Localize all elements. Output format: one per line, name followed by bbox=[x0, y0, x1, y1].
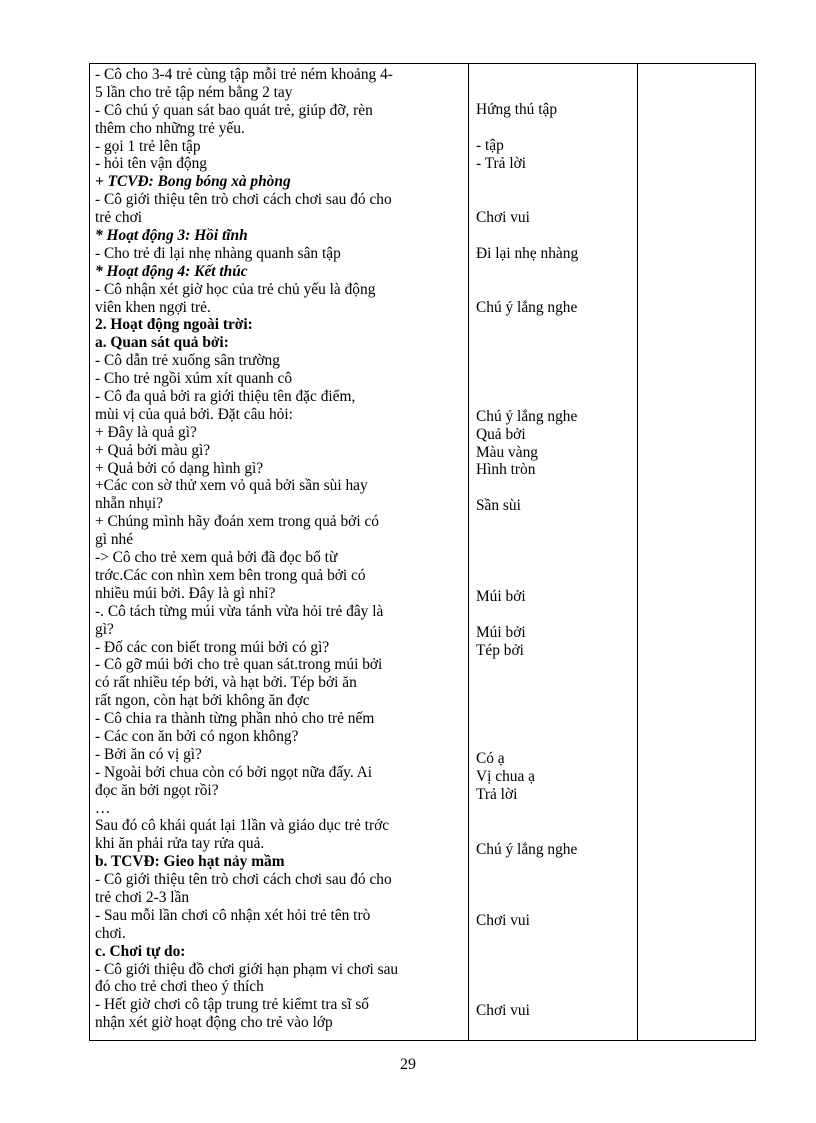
response-text: Hứng thú tập bbox=[476, 101, 558, 118]
activity-line: - Cô chú ý quan sát bao quát trẻ, giúp đỡ, rèn bbox=[95, 101, 373, 119]
response-text: - tập bbox=[476, 137, 504, 154]
column-divider-1 bbox=[468, 64, 469, 1040]
activity-line: trẻ chơi 2-3 lần bbox=[95, 888, 190, 906]
response-text: Trả lời bbox=[476, 786, 518, 803]
response-text: Tép bởi bbox=[476, 642, 524, 659]
activity-line: - Hết giờ chơi cô tập trung trẻ kiểmt tra sĩ số bbox=[95, 996, 370, 1014]
activity-line: Sau đó cô khái quát lại 1lần và giáo dục trẻ trớc bbox=[95, 817, 390, 835]
response-text: Hình tròn bbox=[476, 461, 536, 478]
activity-line: +Các con sờ thử xem vỏ quả bởi sần sùi hay bbox=[95, 477, 368, 495]
activity-line: trẻ chơi bbox=[95, 209, 143, 227]
response-text: Vị chua ạ bbox=[476, 768, 535, 785]
response-text: Chơi vui bbox=[476, 1002, 530, 1019]
activity-line: - Cô chia ra thành từng phần nhỏ cho trẻ nếm bbox=[95, 710, 375, 728]
section-heading: 2. Hoạt động ngoài trời: bbox=[95, 316, 253, 334]
activity-line: thêm cho những trẻ yếu. bbox=[95, 119, 245, 137]
activity-line: - gọi 1 trẻ lên tập bbox=[95, 137, 201, 155]
section-heading: b. TCVĐ: Gieo hạt nảy mầm bbox=[95, 853, 285, 871]
activity-line: trớc.Các con nhìn xem bên trong quả bởi có bbox=[95, 566, 366, 584]
activity-line: + Đây là quả gì? bbox=[95, 423, 197, 441]
section-heading: a. Quan sát quả bởi: bbox=[95, 334, 229, 352]
activity-line: - Cho trẻ ngồi xúm xít quanh cô bbox=[95, 370, 293, 388]
activity-line: -. Cô tách từng múi vừa tánh vừa hỏi trẻ đây là bbox=[95, 602, 384, 620]
page-number: 29 bbox=[400, 1056, 416, 1073]
activity-line: - Cô cho 3-4 trẻ cùng tập mỗi trẻ ném khoảng 4- bbox=[95, 66, 393, 83]
activity-line: khi ăn phải rửa tay rửa quả. bbox=[95, 835, 265, 853]
response-text: Màu vàng bbox=[476, 444, 538, 461]
activity-line: rất ngon, còn hạt bởi không ăn đợc bbox=[95, 692, 310, 710]
teacher-activities-column bbox=[95, 66, 467, 1032]
response-text: Chú ý lắng nghe bbox=[476, 408, 578, 425]
activity-line: gì nhé bbox=[95, 531, 134, 549]
response-text: Sần sùi bbox=[476, 497, 521, 514]
response-text: Chú ý lắng nghe bbox=[476, 299, 578, 316]
child-responses-column bbox=[473, 64, 653, 1040]
response-text: Chơi vui bbox=[476, 209, 530, 226]
activity-line: chơi. bbox=[95, 924, 126, 942]
activity-line: - Cô giới thiệu tên trò chơi cách chơi sau đó cho bbox=[95, 191, 392, 209]
activity-line: đọc ăn bởi ngọt rồi? bbox=[95, 781, 219, 799]
activity-line: - Sau mỗi lần chơi cô nhận xét hỏi trẻ tên trò bbox=[95, 906, 371, 924]
activity-line: - Cô giới thiệu tên trò chơi cách chơi sau đó cho bbox=[95, 871, 392, 889]
response-text: Múi bởi bbox=[476, 588, 526, 605]
activity-line: - Cô gỡ múi bởi cho trẻ quan sát.trong múi bởi bbox=[95, 656, 383, 674]
response-text: Múi bởi bbox=[476, 624, 526, 641]
activity-line: - Các con ăn bởi có ngon không? bbox=[95, 727, 299, 745]
section-heading: * Hoạt động 4: Kết thúc bbox=[95, 262, 248, 280]
activity-line: nhẵn nhụi? bbox=[95, 495, 163, 513]
section-heading: c. Chơi tự do: bbox=[95, 942, 186, 960]
activity-line: … bbox=[95, 799, 111, 817]
response-text: Có ạ bbox=[476, 750, 505, 767]
activity-line: - Cô giới thiệu đồ chơi giới hạn phạm vi chơi sau bbox=[95, 960, 399, 978]
activity-line: đó cho trẻ chơi theo ý thích bbox=[95, 978, 264, 996]
activity-line: - hỏi tên vận động bbox=[95, 155, 207, 173]
activity-line: + Quả bởi màu gì? bbox=[95, 441, 211, 459]
section-heading: + TCVĐ: Bong bóng xà phòng bbox=[95, 173, 291, 191]
activity-line: - Bởi ăn có vị gì? bbox=[95, 745, 202, 763]
activity-line: + Quả bởi có dạng hình gì? bbox=[95, 459, 264, 477]
lesson-plan-table bbox=[89, 63, 756, 1041]
activity-line: có rất nhiều tép bởi, và hạt bởi. Tép bởi ăn bbox=[95, 674, 357, 692]
activity-line: 5 lần cho trẻ tập ném bằng 2 tay bbox=[95, 83, 293, 101]
activity-line: gì? bbox=[95, 620, 114, 638]
response-text: Quả bởi bbox=[476, 426, 526, 443]
activity-line: - Cho trẻ đi lại nhẹ nhàng quanh sân tập bbox=[95, 244, 341, 262]
activity-line: - Cô nhận xét giờ học của trẻ chủ yếu là động bbox=[95, 280, 376, 298]
activity-line: nhận xét giờ hoạt động cho trẻ vào lớp bbox=[95, 1014, 333, 1032]
activity-line: mùi vị của quả bởi. Đặt câu hỏi: bbox=[95, 405, 293, 423]
activity-line: + Chúng mình hãy đoán xem trong quả bởi có bbox=[95, 513, 379, 531]
activity-line: - Cô dẫn trẻ xuống sân trường bbox=[95, 352, 280, 370]
activity-line: - Đố các con biết trong múi bởi có gì? bbox=[95, 638, 330, 656]
activity-line: - Ngoài bởi chua còn có bởi ngọt nữa đấy. Ai bbox=[95, 763, 373, 781]
section-heading: * Hoạt động 3: Hồi tĩnh bbox=[95, 227, 248, 245]
activity-line: viên khen ngợi trẻ. bbox=[95, 298, 211, 316]
response-text: - Trả lời bbox=[476, 155, 527, 172]
activity-line: nhiều múi bởi. Đây là gì nhỉ? bbox=[95, 584, 276, 602]
response-text: Đi lại nhẹ nhàng bbox=[476, 245, 579, 262]
response-text: Chơi vui bbox=[476, 912, 530, 929]
activity-line: - Cô đa quả bởi ra giới thiệu tên đặc điểm, bbox=[95, 388, 356, 406]
response-text: Chú ý lắng nghe bbox=[476, 841, 578, 858]
activity-line: -> Cô cho trẻ xem quả bởi đã đọc bổ từ bbox=[95, 549, 338, 567]
